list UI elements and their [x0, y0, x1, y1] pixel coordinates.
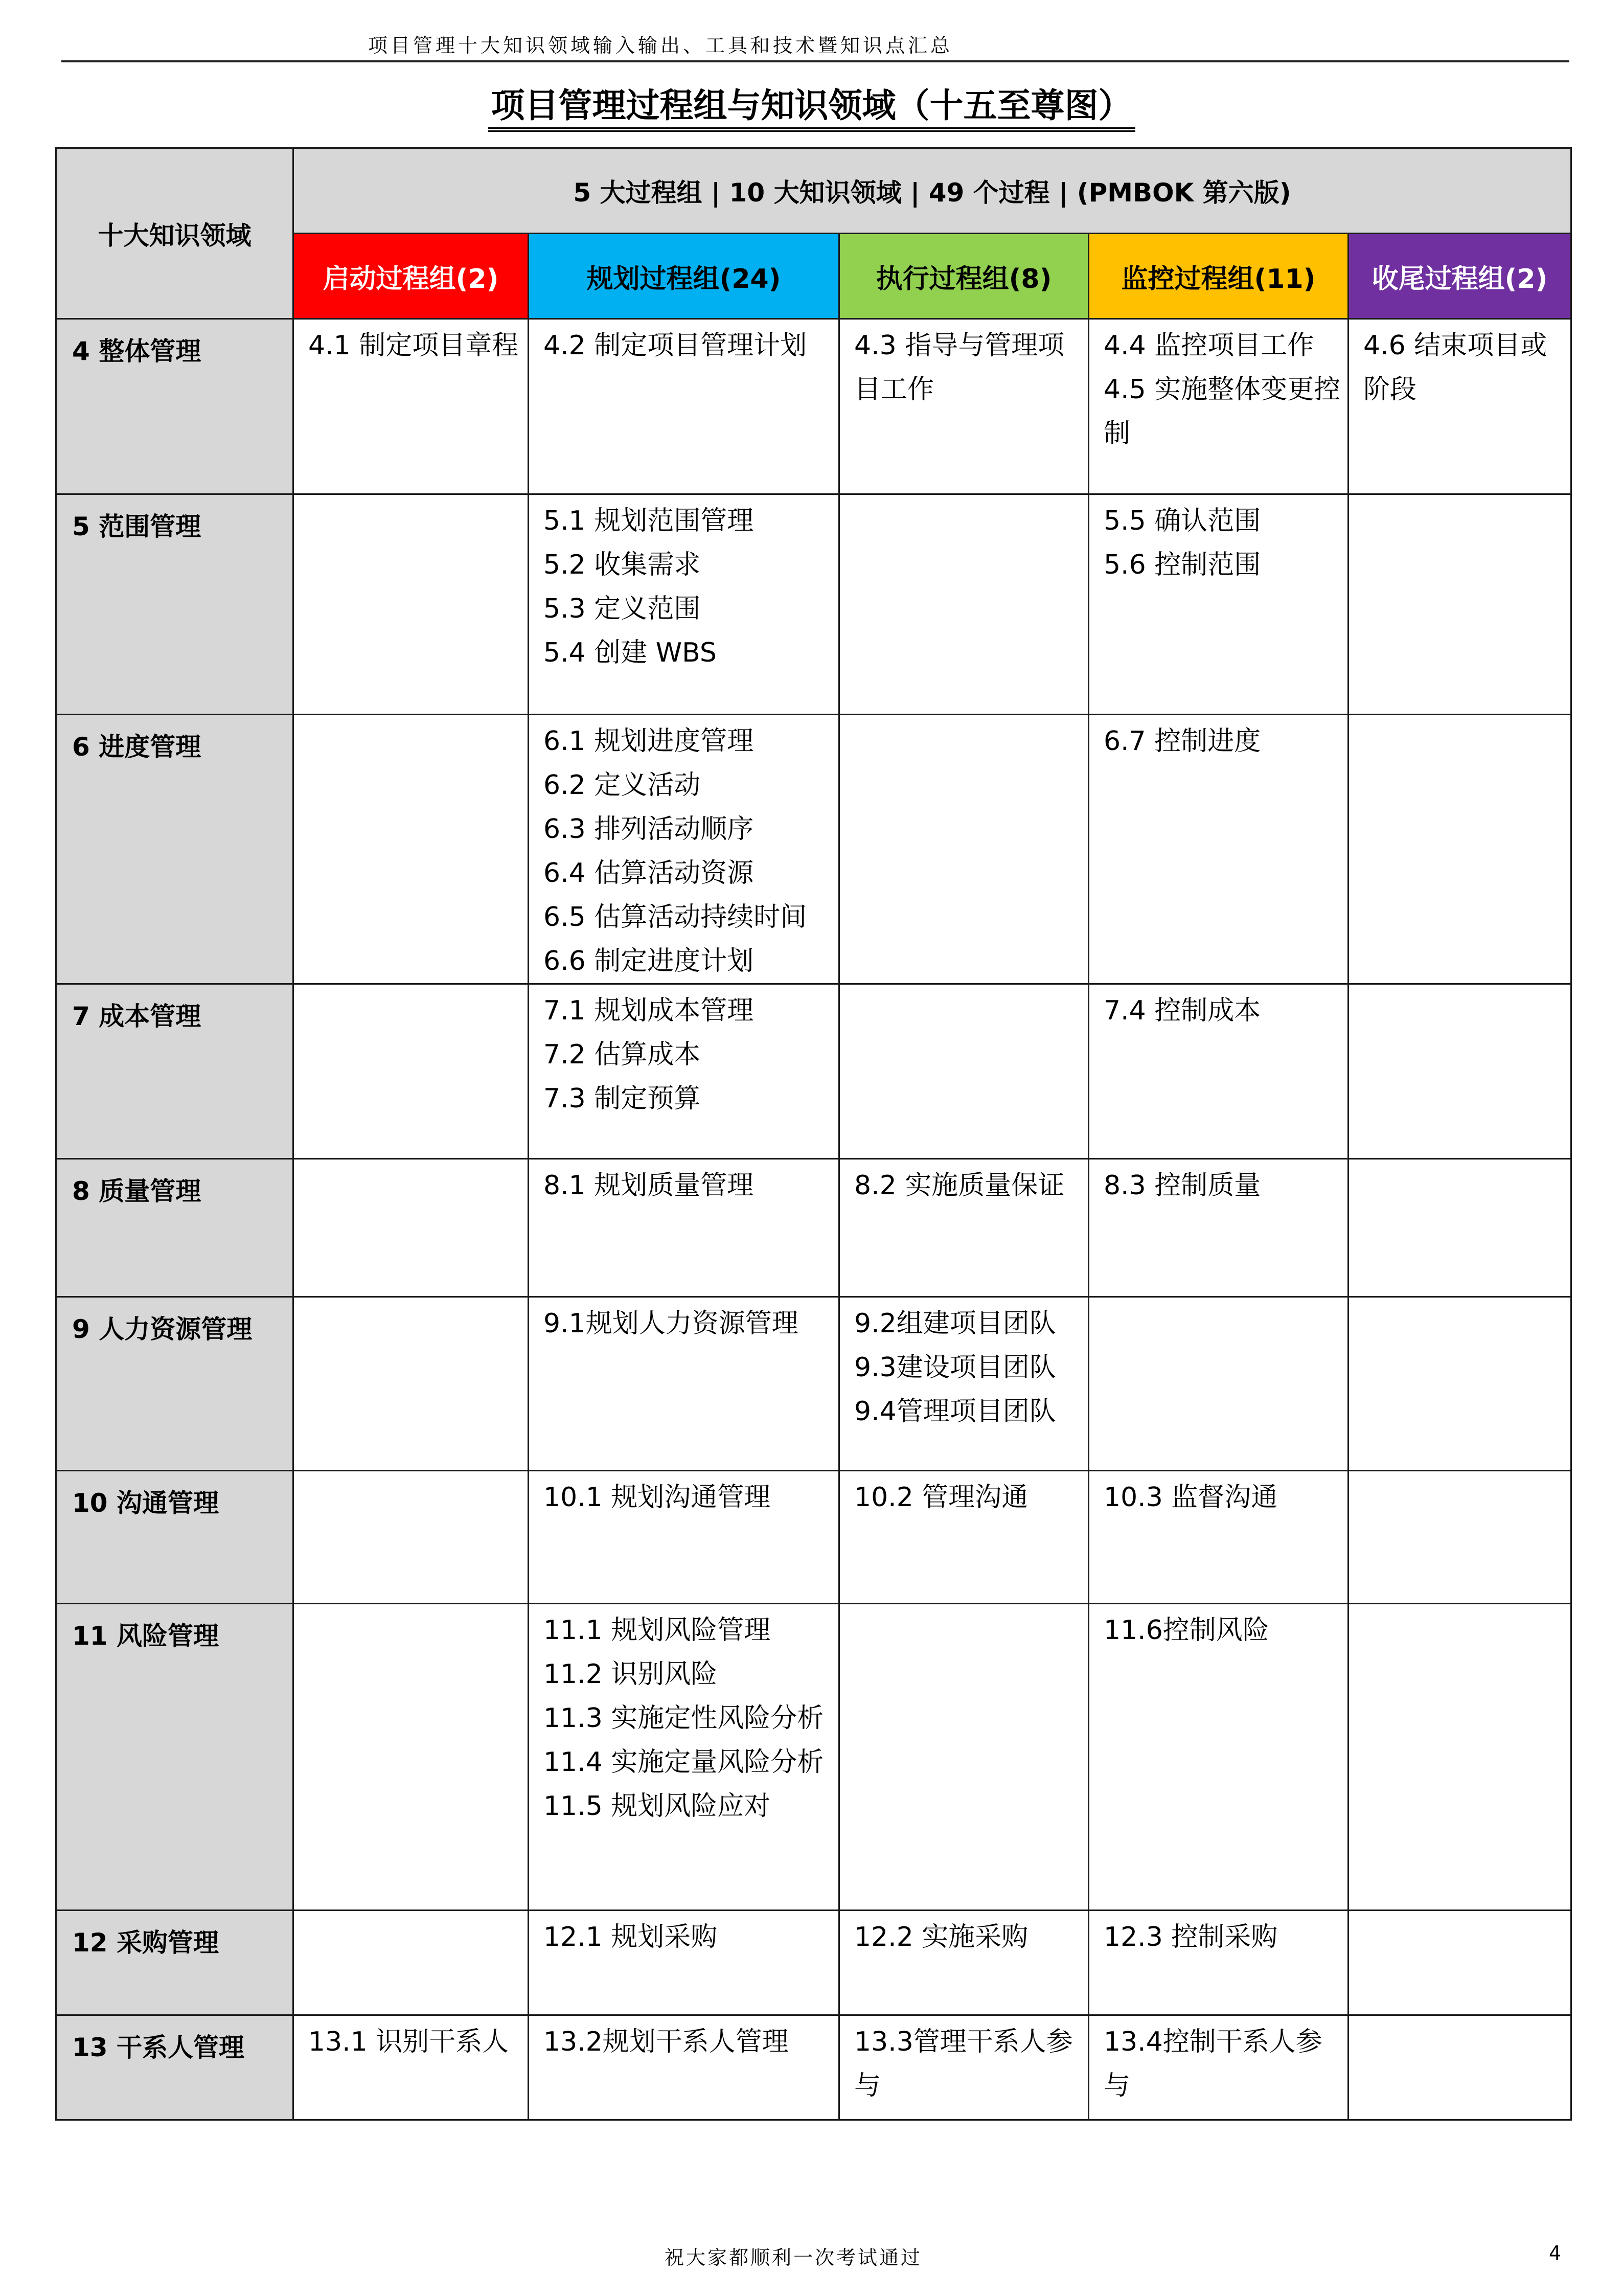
- knowledge-area-row: [56, 2015, 1571, 2120]
- process-item: 5.5 确认范围: [1104, 506, 1261, 536]
- process-cell: [529, 2015, 839, 2120]
- knowledge-area-row: [56, 494, 1571, 715]
- process-cell: [839, 715, 1089, 984]
- process-cell: [839, 984, 1089, 1159]
- process-cell: [839, 494, 1089, 715]
- process-cell: [293, 984, 529, 1159]
- process-cell: [1089, 984, 1348, 1159]
- knowledge-area-label: 9 人力资源管理: [56, 1297, 293, 1471]
- process-item: 7.3 制定预算: [543, 1083, 701, 1114]
- process-cell: [529, 319, 839, 494]
- page-number: 4: [1549, 2242, 1562, 2264]
- knowledge-area-label: 4 整体管理: [56, 319, 293, 494]
- process-group-header: 执行过程组(8): [839, 234, 1089, 319]
- process-cell: [1089, 494, 1348, 715]
- process-item: 6.3 排列活动顺序: [543, 814, 754, 845]
- process-matrix-table: [55, 147, 1572, 2121]
- process-item: 7.4 控制成本: [1104, 995, 1261, 1026]
- knowledge-area-label: 12 采购管理: [56, 1911, 293, 2015]
- process-cell: [839, 1159, 1089, 1297]
- process-cell: [1348, 1911, 1571, 2015]
- knowledge-area-label: 6 进度管理: [56, 715, 293, 984]
- process-item: 9.4管理项目团队: [854, 1396, 1056, 1427]
- page-title: [0, 84, 1623, 132]
- process-cell: [1348, 2015, 1571, 2120]
- process-cell: [839, 1911, 1089, 2015]
- knowledge-area-label: 5 范围管理: [56, 494, 293, 715]
- process-item: 11.1 规划风险管理: [543, 1615, 771, 1646]
- process-item: 12.3 控制采购: [1104, 1922, 1278, 1952]
- footer-motto: 祝大家都顺利一次考试通过: [665, 2246, 923, 2269]
- process-item: 6.1 规划进度管理: [543, 726, 754, 757]
- process-cell: [1089, 1297, 1348, 1471]
- header-rule: [61, 60, 1569, 62]
- process-cell: [1348, 319, 1571, 494]
- running-header-text: 项目管理十大知识领域输入输出、工具和技术暨知识点汇总: [368, 34, 953, 57]
- process-cell: [529, 1911, 839, 2015]
- process-cell: [293, 1604, 529, 1911]
- knowledge-area-row: [56, 1159, 1571, 1297]
- process-cell: [293, 319, 529, 494]
- process-item: 11.6控制风险: [1104, 1615, 1269, 1646]
- process-item: 4.3 指导与管理项目工作: [854, 330, 1065, 405]
- process-cell: [529, 1297, 839, 1471]
- process-cell: [839, 2015, 1089, 2120]
- process-group-header: 收尾过程组(2): [1348, 234, 1571, 319]
- summary-header: 5 大过程组 | 10 大知识领域 | 49 个过程 | (PMBOK 第六版): [293, 148, 1571, 234]
- process-cell: [529, 1159, 839, 1297]
- knowledge-area-row: [56, 1471, 1571, 1604]
- running-header: [0, 26, 1623, 56]
- process-cell: [293, 494, 529, 715]
- process-cell: [1089, 2015, 1348, 2120]
- process-item: 12.1 规划采购: [543, 1922, 718, 1952]
- process-item: 13.2规划干系人管理: [543, 2027, 789, 2057]
- process-item: 10.2 管理沟通: [854, 1482, 1028, 1513]
- process-item: 10.1 规划沟通管理: [543, 1482, 771, 1513]
- knowledge-area-label: 7 成本管理: [56, 984, 293, 1159]
- process-cell: [1348, 1297, 1571, 1471]
- process-item: 7.2 估算成本: [543, 1039, 701, 1070]
- process-item: 5.1 规划范围管理: [543, 506, 754, 536]
- process-cell: [1089, 715, 1348, 984]
- process-cell: [293, 1297, 529, 1471]
- knowledge-area-label: 11 风险管理: [56, 1604, 293, 1911]
- process-cell: [839, 1297, 1089, 1471]
- process-item: 4.1 制定项目章程: [308, 330, 519, 361]
- process-item: 4.5 实施整体变更控制: [1104, 374, 1341, 449]
- process-item: 13.4控制干系人参与: [1104, 2027, 1322, 2101]
- process-item: 5.4 创建 WBS: [543, 638, 717, 668]
- process-item: 6.6 制定进度计划: [543, 946, 754, 976]
- process-cell: [529, 715, 839, 984]
- process-item: 9.1规划人力资源管理: [543, 1308, 798, 1339]
- process-cell: [1089, 1911, 1348, 2015]
- process-cell: [1089, 1604, 1348, 1911]
- process-item: 11.2 识别风险: [543, 1659, 718, 1690]
- process-item: 8.3 控制质量: [1104, 1170, 1261, 1201]
- knowledge-area-row: [56, 1911, 1571, 2015]
- process-cell: [1089, 1471, 1348, 1604]
- process-cell: [529, 1471, 839, 1604]
- knowledge-area-row: [56, 715, 1571, 984]
- process-cell: [1348, 1604, 1571, 1911]
- process-cell: [839, 319, 1089, 494]
- process-item: 6.2 定义活动: [543, 770, 701, 801]
- process-item: 9.3建设项目团队: [854, 1352, 1056, 1383]
- process-item: 9.2组建项目团队: [854, 1308, 1056, 1339]
- process-item: 13.3管理干系人参与: [854, 2027, 1073, 2101]
- process-cell: [293, 715, 529, 984]
- process-item: 6.5 估算活动持续时间: [543, 902, 807, 933]
- process-cell: [1348, 494, 1571, 715]
- process-cell: [293, 1471, 529, 1604]
- process-item: 11.4 实施定量风险分析: [543, 1747, 824, 1778]
- knowledge-area-row: [56, 1297, 1571, 1471]
- knowledge-area-row: [56, 984, 1571, 1159]
- process-item: 8.2 实施质量保证: [854, 1170, 1065, 1201]
- process-cell: [529, 984, 839, 1159]
- process-cell: [1348, 984, 1571, 1159]
- process-group-header: 启动过程组(2): [293, 234, 529, 319]
- process-cell: [839, 1604, 1089, 1911]
- process-item: 4.4 监控项目工作: [1104, 330, 1314, 361]
- knowledge-area-header: 十大知识领域: [56, 148, 293, 319]
- process-item: 11.3 实施定性风险分析: [543, 1703, 824, 1734]
- process-item: 4.2 制定项目管理计划: [543, 330, 807, 361]
- process-cell: [529, 494, 839, 715]
- process-cell: [839, 1471, 1089, 1604]
- process-item: 5.6 控制范围: [1104, 550, 1261, 580]
- process-cell: [1348, 715, 1571, 984]
- page-footer: [0, 2242, 1623, 2272]
- process-cell: [1089, 319, 1348, 494]
- process-cell: [1348, 1471, 1571, 1604]
- process-item: 10.3 监督沟通: [1104, 1482, 1278, 1513]
- process-item: 5.3 定义范围: [543, 594, 701, 624]
- process-item: 8.1 规划质量管理: [543, 1170, 754, 1201]
- process-cell: [1348, 1159, 1571, 1297]
- process-cell: [293, 1911, 529, 2015]
- process-item: 5.2 收集需求: [543, 550, 701, 580]
- process-item: 11.5 规划风险应对: [543, 1791, 771, 1822]
- process-item: 6.4 估算活动资源: [543, 858, 754, 889]
- process-group-header: 规划过程组(24): [529, 234, 839, 319]
- process-group-header: 监控过程组(11): [1089, 234, 1348, 319]
- process-cell: [1089, 1159, 1348, 1297]
- page-title-text: 项目管理过程组与知识领域（十五至尊图）: [488, 84, 1135, 132]
- process-cell: [293, 2015, 529, 2120]
- knowledge-area-label: 8 质量管理: [56, 1159, 293, 1297]
- process-item: 12.2 实施采购: [854, 1922, 1028, 1952]
- knowledge-area-row: [56, 1604, 1571, 1911]
- process-item: 6.7 控制进度: [1104, 726, 1261, 757]
- knowledge-area-label: 10 沟通管理: [56, 1471, 293, 1604]
- process-item: 7.1 规划成本管理: [543, 995, 754, 1026]
- process-item: 13.1 识别干系人: [308, 2027, 509, 2057]
- knowledge-area-label: 13 干系人管理: [56, 2015, 293, 2120]
- process-item: 4.6 结束项目或阶段: [1363, 330, 1547, 405]
- process-cell: [529, 1604, 839, 1911]
- knowledge-area-row: [56, 319, 1571, 494]
- process-cell: [293, 1159, 529, 1297]
